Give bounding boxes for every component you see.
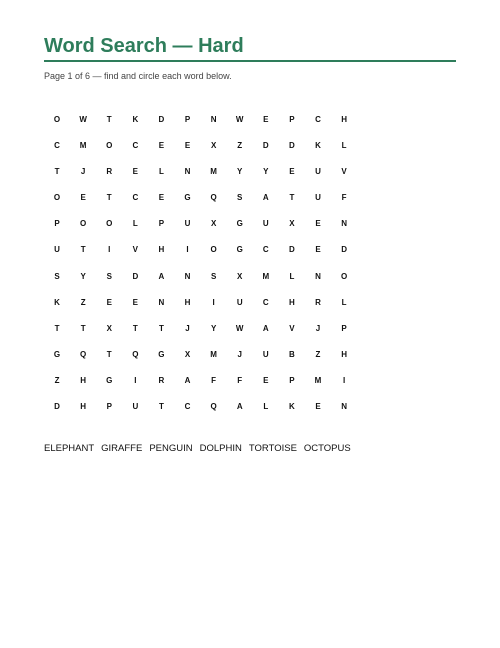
grid-cell[interactable]: T	[132, 323, 138, 333]
grid-cell[interactable]: Q	[80, 349, 87, 359]
grid-cell[interactable]: U	[315, 193, 321, 203]
grid-cell[interactable]: O	[106, 141, 113, 151]
grid-cell[interactable]: V	[132, 245, 138, 255]
grid-cell[interactable]: P	[158, 219, 165, 229]
grid-cell[interactable]: T	[158, 402, 164, 412]
grid-cell[interactable]: U	[236, 297, 243, 307]
grid-cell[interactable]: N	[341, 402, 347, 412]
grid-cell[interactable]: Z	[315, 349, 321, 359]
grid-cell[interactable]: A	[236, 402, 243, 412]
grid-cell[interactable]: C	[184, 402, 191, 412]
grid-cell[interactable]: B	[289, 349, 295, 359]
grid-cell[interactable]: W	[79, 115, 87, 124]
grid-cell[interactable]: P	[184, 115, 191, 124]
grid-cell[interactable]: O	[80, 219, 87, 229]
grid-cell[interactable]: M	[314, 375, 322, 385]
grid-cell[interactable]: F	[341, 193, 347, 203]
grid-cell[interactable]: W	[235, 115, 244, 124]
grid-cell[interactable]: P	[341, 323, 347, 333]
grid-cell[interactable]: M	[210, 167, 217, 177]
grid-cell[interactable]: E	[315, 402, 321, 412]
grid-cell[interactable]: O	[340, 271, 348, 281]
grid-row	[44, 114, 456, 140]
grid-cell[interactable]: L	[263, 402, 269, 412]
grid-cell[interactable]: K	[132, 115, 139, 124]
grid-row	[44, 401, 456, 427]
grid-cell[interactable]: E	[158, 141, 165, 151]
grid-cell[interactable]: Y	[237, 167, 243, 177]
grid-cell[interactable]: O	[106, 219, 113, 229]
grid-cell[interactable]: V	[289, 323, 295, 333]
grid-cell[interactable]: G	[184, 193, 191, 203]
grid-cell[interactable]: F	[211, 375, 217, 385]
grid-cell[interactable]: E	[184, 141, 191, 151]
grid-cell[interactable]: H	[80, 375, 87, 385]
grid-cell[interactable]: Y	[80, 271, 86, 281]
grid-cell[interactable]: J	[237, 349, 242, 359]
grid-cell[interactable]: L	[158, 167, 164, 177]
grid-cell[interactable]: H	[341, 349, 347, 359]
grid-row	[44, 297, 456, 323]
grid-cell[interactable]: K	[289, 402, 295, 412]
grid-cell[interactable]: I	[186, 245, 189, 255]
grid-cell[interactable]: E	[263, 375, 269, 385]
grid-cell[interactable]: A	[184, 375, 191, 385]
grid-cell[interactable]: C	[262, 245, 269, 255]
grid-cell[interactable]: D	[289, 245, 295, 255]
grid-cell[interactable]: A	[262, 323, 269, 333]
grid-cell[interactable]: D	[341, 245, 347, 255]
grid-cell[interactable]: O	[53, 115, 61, 124]
grid-cell[interactable]: I	[108, 245, 111, 255]
grid-cell[interactable]: Q	[210, 402, 217, 412]
grid-row	[44, 323, 456, 349]
grid-cell[interactable]: Z	[54, 375, 60, 385]
grid-cell[interactable]: U	[184, 219, 191, 229]
word-list-item: OCTOPUS	[303, 443, 351, 455]
grid-cell[interactable]: C	[54, 141, 60, 151]
grid-cell[interactable]: D	[289, 141, 295, 151]
grid-cell[interactable]: X	[184, 349, 191, 359]
grid-cell[interactable]: C	[132, 141, 139, 151]
grid-cell[interactable]: R	[315, 297, 321, 307]
grid-cell[interactable]: P	[289, 115, 295, 124]
grid-cell[interactable]: T	[106, 115, 112, 124]
grid-row	[44, 218, 456, 244]
grid-cell[interactable]: R	[158, 375, 165, 385]
grid-row	[44, 244, 456, 270]
word-list-item: TORTOISE	[248, 443, 297, 455]
grid-cell[interactable]: T	[54, 323, 60, 333]
grid-cell[interactable]: H	[289, 297, 295, 307]
grid-cell[interactable]: S	[210, 271, 217, 281]
grid-cell[interactable]: J	[80, 167, 86, 177]
grid-cell[interactable]: E	[289, 167, 295, 177]
grid-cell[interactable]: S	[237, 193, 243, 203]
grid-cell[interactable]: C	[262, 297, 269, 307]
grid-cell[interactable]: M	[79, 141, 87, 151]
grid-cell[interactable]: E	[132, 167, 138, 177]
worksheet-page	[44, 30, 456, 454]
grid-cell[interactable]: Z	[237, 141, 243, 151]
grid-cell[interactable]: U	[132, 402, 139, 412]
grid-cell[interactable]: V	[341, 167, 347, 177]
page-instructions: Page 1 of 6 — find and circle each word below.	[44, 71, 232, 81]
grid-cell[interactable]: N	[184, 271, 191, 281]
word-list	[44, 443, 456, 454]
grid-cell[interactable]: N	[341, 219, 347, 229]
grid-cell[interactable]: D	[262, 141, 269, 151]
page-title: Word Search — Hard	[44, 35, 244, 57]
grid-cell[interactable]: N	[210, 115, 217, 124]
grid-cell[interactable]: I	[134, 375, 137, 385]
grid-cell[interactable]: S	[106, 271, 112, 281]
grid-cell[interactable]: U	[262, 349, 269, 359]
grid-row	[44, 192, 456, 218]
grid-cell[interactable]: E	[80, 193, 86, 203]
grid-cell[interactable]: X	[237, 271, 243, 281]
grid-cell[interactable]: C	[315, 115, 321, 124]
grid-cell[interactable]: N	[315, 271, 321, 281]
grid-row	[44, 271, 456, 297]
grid-cell[interactable]: U	[262, 219, 269, 229]
grid-cell[interactable]: W	[235, 323, 244, 333]
grid-cell[interactable]: T	[106, 193, 112, 203]
grid-cell[interactable]: O	[210, 245, 217, 255]
grid-cell[interactable]: U	[315, 167, 321, 177]
grid-cell[interactable]: Q	[132, 349, 139, 359]
grid-cell[interactable]: G	[53, 349, 61, 359]
grid-cell[interactable]: G	[236, 245, 243, 255]
grid-cell[interactable]: N	[184, 167, 191, 177]
grid-cell[interactable]: Q	[210, 193, 217, 203]
grid-cell[interactable]: T	[106, 349, 112, 359]
grid-cell[interactable]: X	[210, 219, 217, 229]
grid-cell[interactable]: D	[158, 115, 165, 124]
grid-cell[interactable]: P	[54, 219, 60, 229]
grid-cell[interactable]: E	[315, 245, 321, 255]
word-list-item: ELEPHANT	[44, 443, 95, 455]
grid-cell[interactable]: M	[210, 349, 217, 359]
grid-cell[interactable]: T	[80, 245, 86, 255]
grid-cell[interactable]: E	[263, 115, 269, 124]
grid-cell[interactable]: H	[184, 297, 191, 307]
grid-cell[interactable]: I	[342, 375, 346, 385]
grid-cell[interactable]: E	[315, 219, 321, 229]
grid-cell[interactable]: H	[80, 402, 87, 412]
grid-cell[interactable]: D	[132, 271, 139, 281]
grid-cell[interactable]: G	[236, 219, 243, 229]
grid-cell[interactable]: Z	[80, 297, 86, 307]
word-list-item: DOLPHIN	[199, 443, 242, 455]
grid-cell[interactable]: Y	[210, 323, 217, 333]
grid-cell[interactable]: K	[54, 297, 60, 307]
grid-cell[interactable]: P	[106, 402, 112, 412]
grid-cell[interactable]: D	[54, 402, 60, 412]
grid-cell[interactable]: M	[262, 271, 270, 281]
grid-cell[interactable]: J	[315, 323, 321, 333]
grid-cell[interactable]: T	[289, 193, 295, 203]
grid-cell[interactable]: T	[158, 323, 164, 333]
grid-cell[interactable]: G	[158, 349, 165, 359]
grid-cell[interactable]: C	[132, 193, 139, 203]
grid-cell[interactable]: L	[132, 219, 138, 229]
grid-cell[interactable]: G	[106, 375, 113, 385]
grid-cell[interactable]: T	[80, 323, 86, 333]
grid-cell[interactable]: E	[106, 297, 112, 307]
grid-cell[interactable]: N	[158, 297, 165, 307]
grid-cell[interactable]: E	[158, 193, 165, 203]
grid-cell[interactable]: F	[237, 375, 243, 385]
grid-row	[44, 140, 456, 166]
grid-cell[interactable]: X	[289, 219, 295, 229]
letter-grid	[44, 114, 456, 427]
grid-row	[44, 166, 456, 192]
word-list-item: GIRAFFE	[101, 443, 143, 455]
grid-cell[interactable]: T	[54, 167, 60, 177]
grid-cell[interactable]: P	[289, 375, 295, 385]
grid-cell[interactable]: H	[341, 115, 347, 124]
grid-cell[interactable]: L	[341, 297, 347, 307]
grid-cell[interactable]: O	[53, 193, 61, 203]
grid-row	[44, 375, 456, 401]
grid-cell[interactable]: K	[315, 141, 321, 151]
grid-cell[interactable]: X	[106, 323, 112, 333]
grid-cell[interactable]: I	[212, 297, 215, 307]
grid-cell[interactable]: J	[185, 323, 190, 333]
grid-cell[interactable]: A	[262, 193, 269, 203]
word-list-item: PENGUIN	[149, 443, 193, 455]
grid-row	[44, 349, 456, 375]
grid-cell[interactable]: L	[289, 271, 295, 281]
grid-cell[interactable]: A	[158, 271, 165, 281]
grid-cell[interactable]: S	[54, 271, 60, 281]
grid-cell[interactable]: R	[106, 167, 113, 177]
title-divider	[44, 60, 456, 62]
grid-cell[interactable]: E	[132, 297, 138, 307]
grid-cell[interactable]: Y	[263, 167, 269, 177]
grid-cell[interactable]: X	[210, 141, 217, 151]
grid-cell[interactable]: H	[158, 245, 165, 255]
grid-cell[interactable]: U	[54, 245, 60, 255]
grid-cell[interactable]: L	[341, 141, 347, 151]
